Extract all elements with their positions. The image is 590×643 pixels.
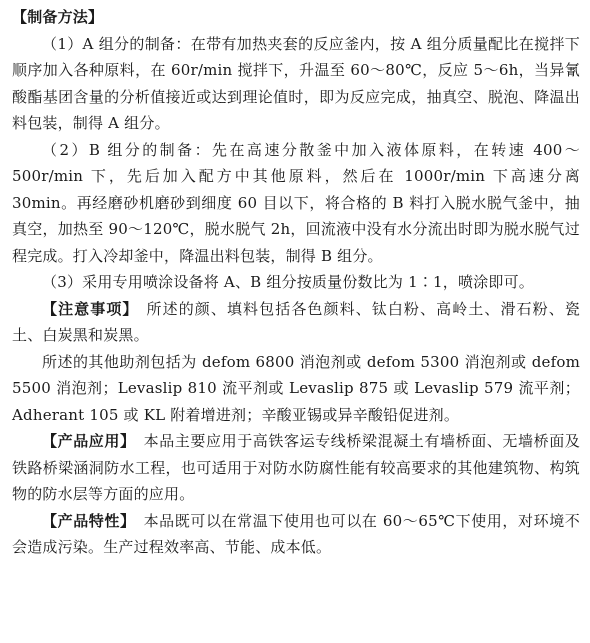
method-step-3: （3）采用专用喷涂设备将 A、B 组分按质量份数比为 1∶1，喷涂即可。 xyxy=(42,273,534,291)
features-heading: 【产品特性】 xyxy=(42,511,136,530)
document-page xyxy=(12,4,580,561)
method-step-2: （2）B 组分的制备：先在高速分散釜中加入液体原料，在转速 400～500r/min 下，先后加入配方中其他原料，然后在 1000r/min 下高速分离 30min。再经磨砂机磨砂到细度 60 目以下，将合格的 B 料打入脱水脱气釜中，抽真空，加热至 90～120℃，脱水脱气 2h，回流液中没有水分流出时即为脱水脱气过程完成。打入冷却釜中，降温出料包装，制得 B 组分。 xyxy=(12,140,580,265)
notes-heading: 【注意事项】 xyxy=(42,299,139,318)
section-notes xyxy=(12,296,580,349)
notes-first-text: 所述的颜、填料包括各色颜料、钛白粉、高岭土、滑石粉、瓷土、白炭黑和炭黑。 xyxy=(12,299,581,344)
section-features xyxy=(12,508,580,561)
application-text: 本品主要应用于高铁客运专线桥梁混凝土有墙桥面、无墙桥面及铁路桥梁涵洞防水工程，也可适用于对防水防腐性能有较高要求的其他建筑物、构筑物的防水层等方面的应用。 xyxy=(12,432,581,503)
method-heading: 【制备方法】 xyxy=(12,8,104,26)
notes-second-text: 所述的其他助剂包括为 defom 6800 消泡剂或 defom 5300 消泡剂或 defom 5500 消泡剂；Levaslip 810 流平剂或 Levaslip 875 或 Levaslip 579 流平剂；Adherant 105 或 KL 附着增进剂；辛酸亚锡或异辛酸铅促进剂。 xyxy=(12,352,580,424)
method-step-1: （1）A 组分的制备：在带有加热夹套的反应釜内，按 A 组分质量配比在搅拌下顺序加入各种原料，在 60r/min 搅拌下，升温至 60～80℃，反应 5～6h，当异氰酸酯基团含量的分析值接近或达到理论值时，即为反应完成，抽真空、脱泡、降温出料包装，制得 A 组分。 xyxy=(12,34,580,132)
features-text: 本品既可以在常温下使用也可以在 60～65℃下使用，对环境不会造成污染。生产过程效率高、节能、成本低。 xyxy=(12,511,580,556)
section-application xyxy=(12,428,580,508)
application-heading: 【产品应用】 xyxy=(42,432,136,450)
section-method xyxy=(12,4,580,31)
